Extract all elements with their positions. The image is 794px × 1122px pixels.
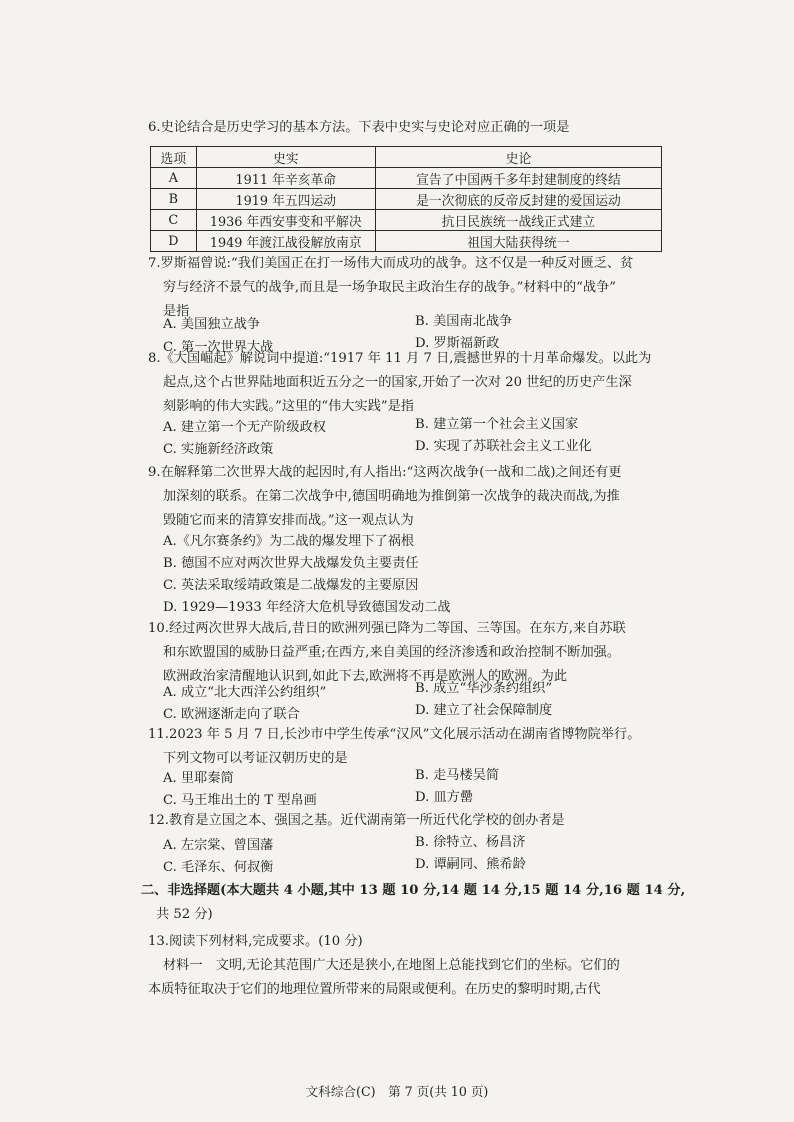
table-cell: 是一次彻底的反帝反封建的爱国运动 <box>375 189 661 210</box>
table-cell: 宣告了中国两千多年封建制度的终结 <box>375 168 661 189</box>
question-9 <box>148 461 668 533</box>
option-a[interactable]: A. 里耶秦简 <box>163 771 234 786</box>
option-b[interactable]: B. 徐特立、杨昌济 <box>415 835 526 850</box>
question-12-line-1: 12.教育是立国之本、强国之基。近代湖南第一所近代化学校的创办者是 <box>148 813 565 828</box>
table-cell: B <box>151 189 197 210</box>
option-c[interactable]: C. 英法采取绥靖政策是二战爆发的主要原因 <box>163 578 419 593</box>
question-7-line-2: 穷与经济不景气的战争,而且是一场争取民主政治生存的战争。”材料中的“战争” <box>163 280 617 295</box>
question-7-line-1: 7.罗斯福曾说:“我们美国正在打一场伟大而成功的战争。这不仅是一种反对匮乏、贫 <box>148 256 634 271</box>
question-10-line-3: 欧洲政治家清醒地认识到,如此下去,欧洲将不再是欧洲人的欧洲。为此 <box>163 669 568 684</box>
option-c[interactable]: C. 欧洲逐渐走向了联合 <box>163 707 300 722</box>
question-8-line-1: 8.《大国崛起》解说词中提道:“1917 年 11 月 7 日,震撼世界的十月革命爆发。以此为 <box>148 351 652 366</box>
question-8 <box>148 347 668 419</box>
option-b[interactable]: B. 美国南北战争 <box>415 314 513 329</box>
option-d[interactable]: D. 谭嗣同、熊希龄 <box>415 857 526 872</box>
question-13-stem: 13.阅读下列材料,完成要求。(10 分) <box>148 934 363 949</box>
material-1-line-2: 本质特征取决于它们的地理位置所带来的局限或便利。在历史的黎明时期,古代 <box>148 982 601 997</box>
table-row <box>151 231 662 252</box>
option-d[interactable]: D. 1929—1933 年经济大危机导致德国发动二战 <box>163 600 451 615</box>
table-cell: 1936 年西安事变和平解决 <box>196 210 375 231</box>
table-cell: 祖国大陆获得统一 <box>375 231 661 252</box>
question-11-line-2: 下列文物可以考证汉朝历史的是 <box>163 751 348 766</box>
question-6-stem: 6.史论结合是历史学习的基本方法。下表中史实与史论对应正确的一项是 <box>148 120 570 135</box>
option-a[interactable]: A.《凡尔赛条约》为二战的爆发埋下了祸根 <box>163 534 415 549</box>
table-cell: 1919 年五四运动 <box>196 189 375 210</box>
option-c[interactable]: C. 马王堆出土的 T 型帛画 <box>163 793 317 808</box>
option-d[interactable]: D. 罗斯福新政 <box>415 336 500 351</box>
option-d[interactable]: D. 皿方罍 <box>415 790 474 805</box>
option-c[interactable]: C. 实施新经济政策 <box>163 442 274 457</box>
option-b[interactable]: B. 建立第一个社会主义国家 <box>415 417 579 432</box>
question-9-line-2: 加深刻的联系。在第二次战争中,德国明确地为推倒第一次战争的裁决而战,为推 <box>163 489 620 504</box>
question-8-line-2: 起点,这个占世界陆地面积近五分之一的国家,开始了一次对 20 世纪的历史产生深 <box>163 375 632 390</box>
option-a[interactable]: A. 左宗棠、曾国藩 <box>163 838 274 853</box>
table-row <box>151 210 662 231</box>
table-header-option: 选项 <box>151 147 197 168</box>
table-cell: A <box>151 168 197 189</box>
option-a[interactable]: A. 美国独立战争 <box>163 317 261 332</box>
table-cell: D <box>151 231 197 252</box>
section-2-header <box>141 879 686 927</box>
question-12 <box>148 809 668 833</box>
question-11 <box>148 723 668 771</box>
question-8-line-3: 刻影响的伟大实践。”这里的“伟大实践”是指 <box>163 399 414 414</box>
question-11-line-1: 11.2023 年 5 月 7 日,长沙市中学生传承“汉风”文化展示活动在湖南省博物院举行。 <box>148 727 641 742</box>
section-2-line-2: 共 52 分) <box>156 907 213 922</box>
option-d[interactable]: D. 实现了苏联社会主义工业化 <box>415 439 592 454</box>
option-b[interactable]: B. 成立“华沙条约组织” <box>415 681 553 696</box>
question-10 <box>148 617 668 689</box>
option-c[interactable]: C. 第一次世界大战 <box>163 340 274 355</box>
table-header-fact: 史实 <box>196 147 375 168</box>
table-cell: 抗日民族统一战线正式建立 <box>375 210 661 231</box>
option-c[interactable]: C. 毛泽东、何叔衡 <box>163 860 274 875</box>
table-row <box>151 189 662 210</box>
question-10-line-1: 10.经过两次世界大战后,昔日的欧洲列强已降为二等国、三等国。在东方,来自苏联 <box>148 621 626 636</box>
table-row <box>151 168 662 189</box>
table-header-view: 史论 <box>375 147 661 168</box>
question-9-line-3: 毁随它而来的清算安排而战。”这一观点认为 <box>163 513 414 528</box>
option-d[interactable]: D. 建立了社会保障制度 <box>415 703 553 718</box>
page-footer: 文科综合(C) 第 7 页(共 10 页) <box>305 1084 489 1099</box>
history-table <box>150 146 662 252</box>
table-cell: C <box>151 210 197 231</box>
option-b[interactable]: B. 德国不应对两次世界大战爆发负主要责任 <box>163 556 419 571</box>
option-a[interactable]: A. 成立“北大西洋公约组织” <box>163 685 327 700</box>
material-1-line-1: 材料一 文明,无论其范围广大还是狭小,在地图上总能找到它们的坐标。它们的 <box>163 958 620 973</box>
table-cell: 1949 年渡江战役解放南京 <box>196 231 375 252</box>
question-7-line-3: 是指 <box>163 304 190 319</box>
option-b[interactable]: B. 走马楼吴简 <box>415 768 500 783</box>
question-9-line-1: 9.在解释第二次世界大战的起因时,有人指出:“这两次战争(一战和二战)之间还有更 <box>148 465 622 480</box>
section-2-line-1: 二、非选择题(本大题共 4 小题,其中 13 题 10 分,14 题 14 分,15 题 14 分,16 题 14 分, <box>141 883 686 898</box>
question-13 <box>148 930 668 1002</box>
table-header-row <box>151 147 662 168</box>
option-a[interactable]: A. 建立第一个无产阶级政权 <box>163 420 326 435</box>
table-cell: 1911 年辛亥革命 <box>196 168 375 189</box>
question-10-line-2: 和东欧盟国的威胁日益严重;在西方,来自美国的经济渗透和政治控制不断加强。 <box>163 645 621 660</box>
